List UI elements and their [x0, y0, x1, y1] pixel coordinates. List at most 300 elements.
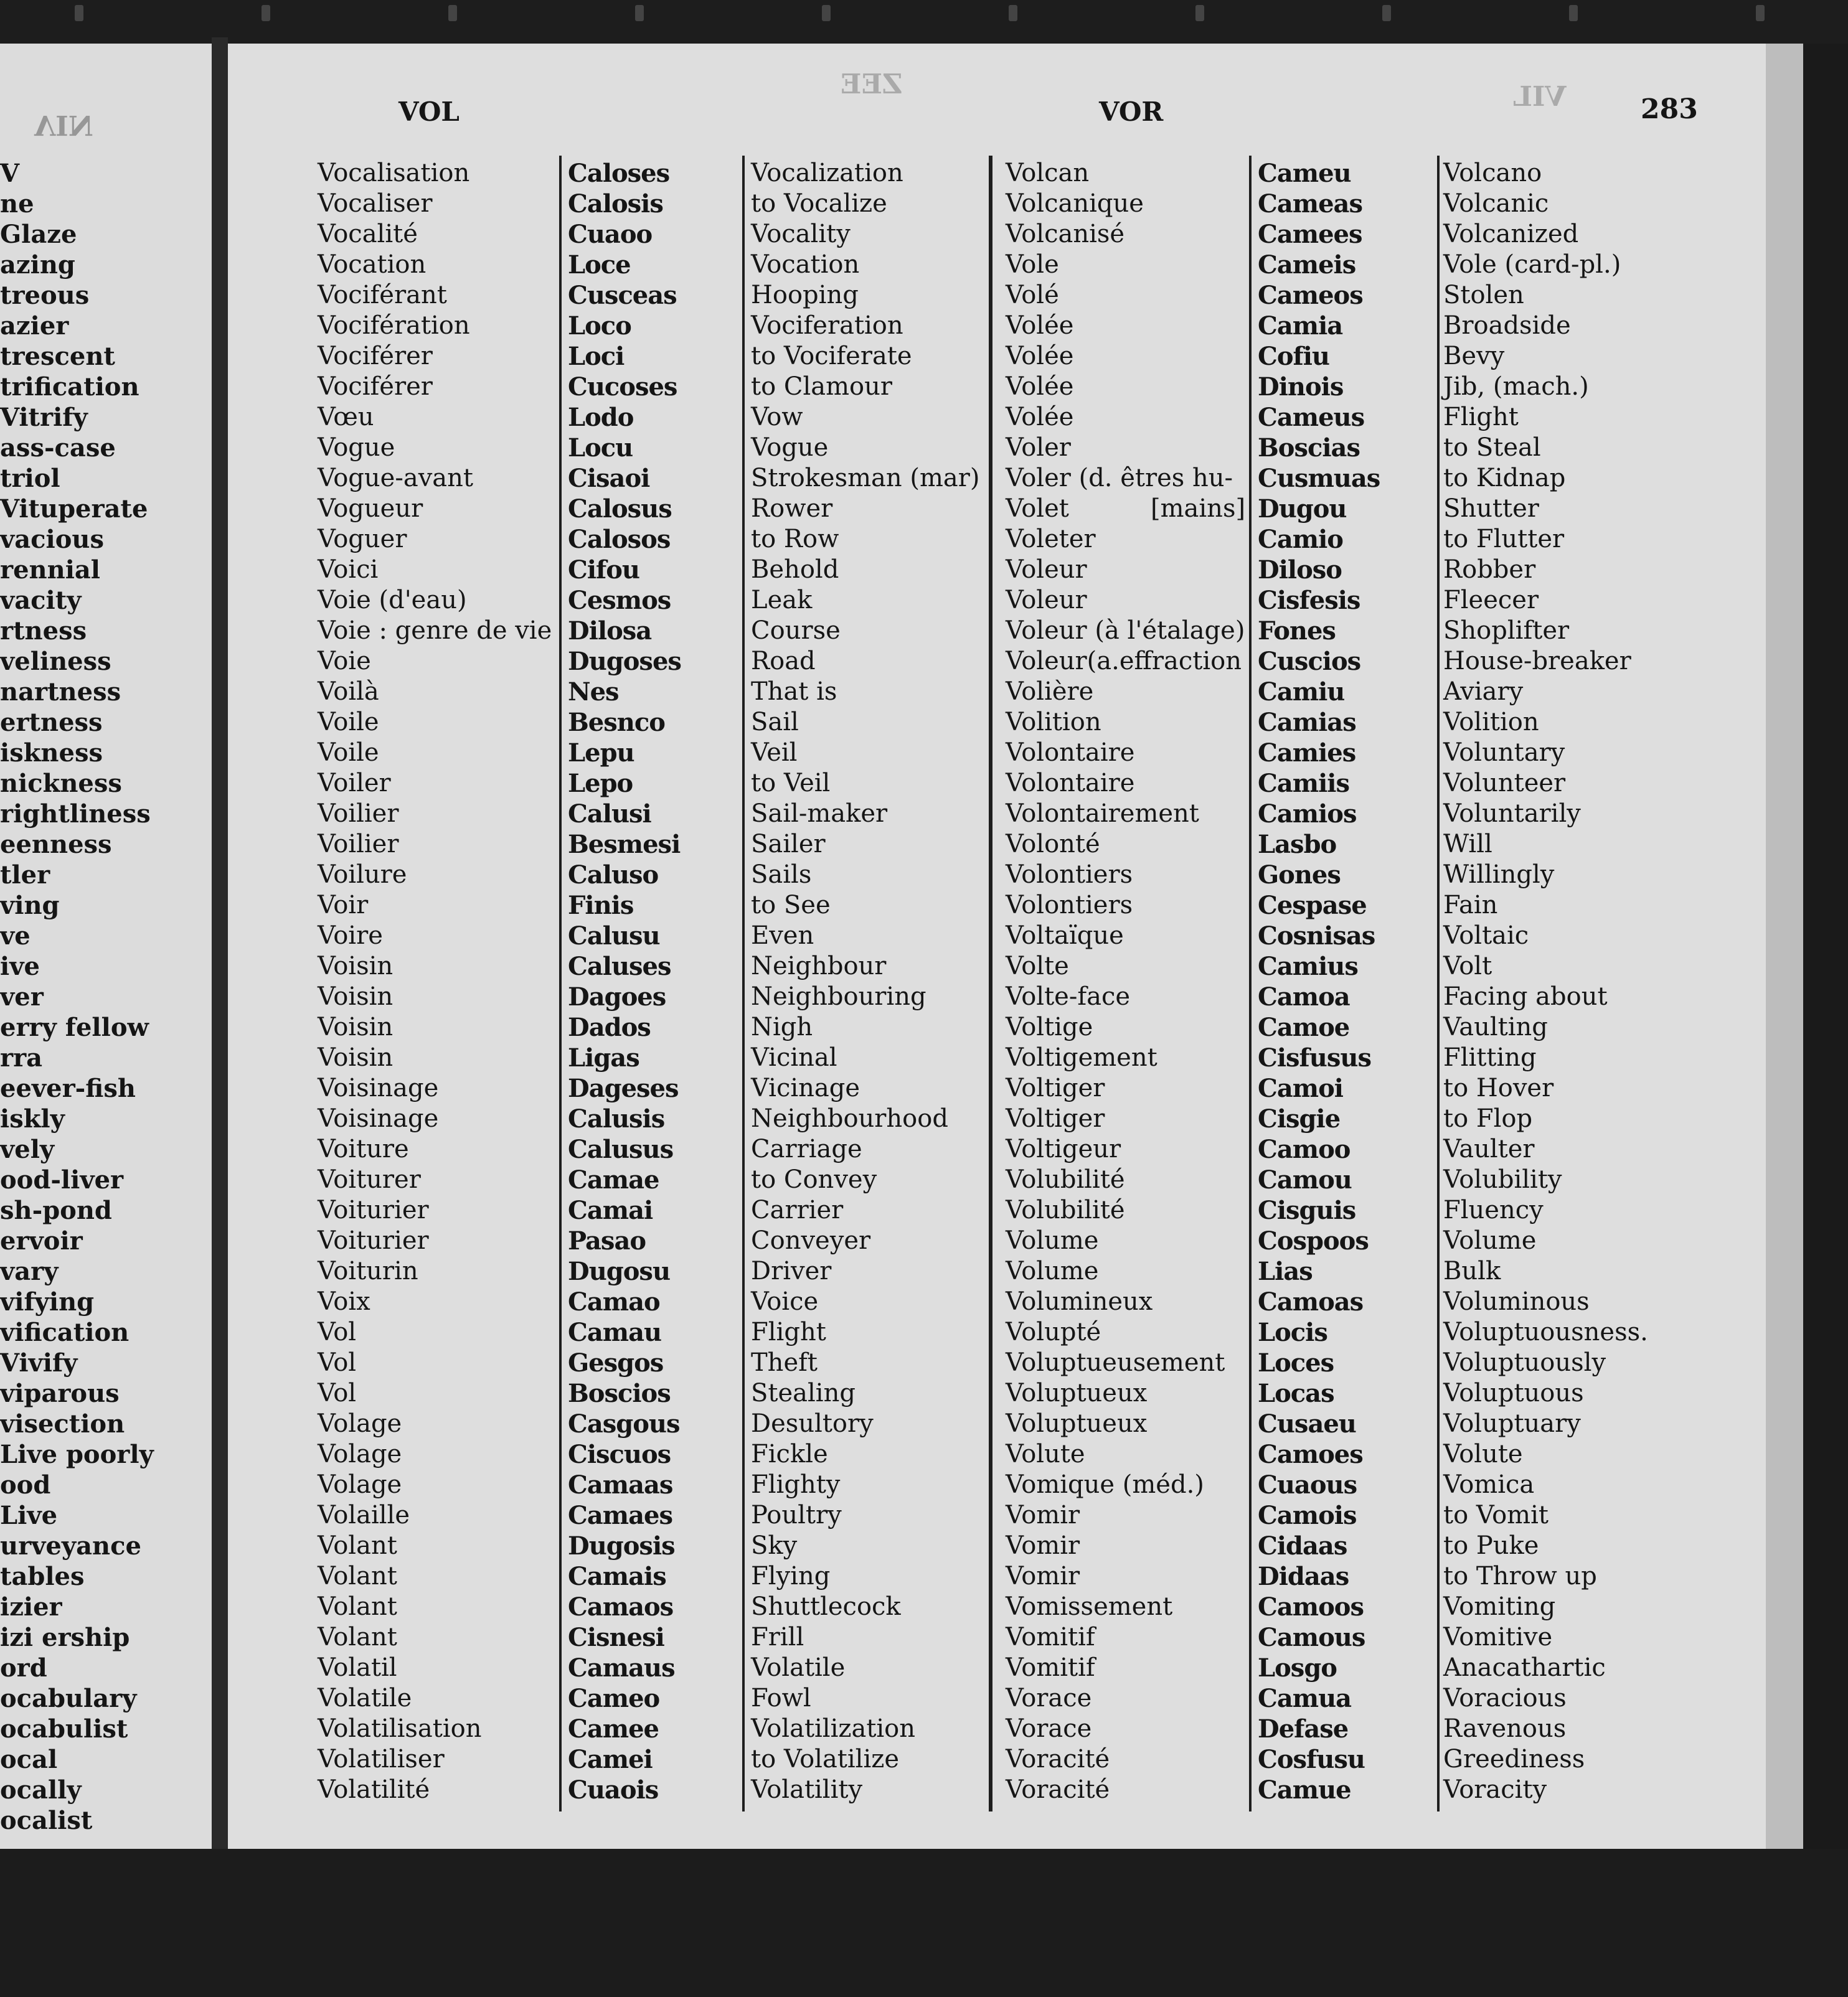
- telegraph-code: Camoas: [1258, 1287, 1364, 1317]
- telegraph-code: Camiis: [1258, 769, 1349, 798]
- french-headword: Voile: [318, 708, 379, 736]
- french-headword: Vole: [1006, 250, 1059, 279]
- french-headword: Voltigement: [1006, 1043, 1157, 1072]
- english-equivalent: Vicinal: [751, 1043, 837, 1072]
- french-headword: Voisin: [318, 1013, 394, 1041]
- left-fragment-entry: sh-pond: [0, 1196, 112, 1225]
- english-equivalent: Veil: [751, 738, 798, 767]
- telegraph-code: Finis: [568, 891, 634, 920]
- french-headword: Vocalité: [318, 220, 418, 248]
- left-fragment-entry: izi ership: [0, 1623, 130, 1652]
- telegraph-code: Camois: [1258, 1501, 1357, 1530]
- french-headword: Voleur (à l'étalage): [1006, 616, 1245, 645]
- french-headword: Vociférer: [318, 372, 433, 401]
- telegraph-code: Cidaas: [1258, 1531, 1347, 1561]
- french-headword: Vol: [318, 1348, 357, 1377]
- telegraph-code: Camous: [1258, 1623, 1365, 1652]
- left-fragment-entry: ve: [0, 921, 31, 951]
- french-headword: Volant: [318, 1592, 397, 1621]
- french-headword: Voiturier: [318, 1196, 429, 1224]
- english-equivalent: Fickle: [751, 1440, 828, 1468]
- french-headword: Volubilité: [1006, 1165, 1125, 1194]
- english-equivalent: Volcanic: [1443, 189, 1549, 218]
- english-equivalent: Voracity: [1443, 1775, 1547, 1804]
- telegraph-code: Cucoses: [568, 372, 677, 402]
- french-headword: Voltiger: [1006, 1104, 1105, 1133]
- telegraph-code: Cisguis: [1258, 1196, 1356, 1225]
- french-headword: Volant: [318, 1562, 397, 1591]
- telegraph-code: Cameus: [1258, 403, 1365, 432]
- telegraph-code: Loce: [568, 250, 631, 280]
- telegraph-code: Cuaoo: [568, 220, 653, 249]
- french-headword: Voltiger: [1006, 1074, 1105, 1102]
- telegraph-code: Camoos: [1258, 1592, 1364, 1622]
- english-equivalent: Neighbourhood: [751, 1104, 948, 1133]
- french-headword: Volubilité: [1006, 1196, 1125, 1224]
- telegraph-code: Camue: [1258, 1775, 1351, 1805]
- english-equivalent: Flighty: [751, 1470, 841, 1499]
- english-equivalent: to Puke: [1443, 1531, 1539, 1560]
- telegraph-code: Calosus: [568, 494, 672, 524]
- telegraph-code: Cesmos: [568, 586, 671, 615]
- french-headword: Vorace: [1006, 1684, 1092, 1713]
- french-headword: Voguer: [318, 525, 407, 553]
- left-fragment-entry: vification: [0, 1318, 130, 1347]
- french-headword: Volage: [318, 1470, 402, 1499]
- english-equivalent: to Vociferate: [751, 342, 912, 370]
- column-double-rule: [989, 156, 992, 1811]
- french-headword: Voleur: [1006, 555, 1087, 584]
- english-equivalent: Voluptuary: [1443, 1409, 1581, 1438]
- english-equivalent: Vocalization: [751, 159, 903, 187]
- telegraph-code: Camaas: [568, 1470, 673, 1500]
- english-equivalent: Voltaic: [1443, 921, 1529, 950]
- french-headword: Volontaire: [1006, 738, 1135, 767]
- english-equivalent: Strokesman (mar): [751, 464, 980, 492]
- center-running-header: VOR: [1099, 96, 1164, 127]
- telegraph-code: Losgo: [1258, 1653, 1337, 1683]
- french-headword: Voluptueux: [1006, 1379, 1148, 1407]
- telegraph-code: Calosis: [568, 189, 663, 218]
- english-equivalent: Vole (card-pl.): [1443, 250, 1621, 279]
- telegraph-code: Camaes: [568, 1501, 672, 1530]
- telegraph-code: Loci: [568, 342, 625, 371]
- left-fragment-entry: vely: [0, 1135, 55, 1164]
- french-headword: Volage: [318, 1440, 402, 1468]
- telegraph-code: Lasbo: [1258, 830, 1337, 859]
- french-headword: Volage: [318, 1409, 402, 1438]
- english-equivalent: Theft: [751, 1348, 818, 1377]
- right-page-edge: [1766, 44, 1803, 1849]
- left-fragment-entry: tler: [0, 860, 50, 890]
- french-headword: Voisinage: [318, 1074, 439, 1102]
- english-equivalent: Flight: [751, 1318, 826, 1346]
- left-fragment-entry: visection: [0, 1409, 125, 1439]
- telegraph-code: Cifou: [568, 555, 639, 585]
- english-equivalent: Voluminous: [1443, 1287, 1590, 1316]
- french-headword: Volaille: [318, 1501, 410, 1529]
- left-fragment-entry: azier: [0, 311, 69, 341]
- french-headword: Voie: [318, 647, 371, 675]
- english-equivalent: Sky: [751, 1531, 798, 1560]
- left-fragment-entry: rennial: [0, 555, 100, 585]
- french-headword: Voler (d. êtres hu-: [1006, 464, 1233, 492]
- english-equivalent: Shuttlecock: [751, 1592, 901, 1621]
- telegraph-code: Locas: [1258, 1379, 1334, 1408]
- telegraph-code: Dados: [568, 1013, 651, 1042]
- french-headword: Volatilisation: [318, 1714, 482, 1743]
- left-fragment-entry: ive: [0, 952, 40, 981]
- french-headword: Voiturier: [318, 1226, 429, 1255]
- left-fragment-entry: nickness: [0, 769, 122, 798]
- telegraph-code: Ligas: [568, 1043, 639, 1073]
- english-equivalent: Volatilization: [751, 1714, 916, 1743]
- english-equivalent: Fowl: [751, 1684, 811, 1713]
- telegraph-code: Camou: [1258, 1165, 1352, 1195]
- english-equivalent: Carrier: [751, 1196, 844, 1224]
- film-sprockets: [0, 5, 1848, 24]
- french-headword: Volant: [318, 1531, 397, 1560]
- left-fragment-entry: vacity: [0, 586, 82, 615]
- french-headword: Vociférer: [318, 342, 433, 370]
- telegraph-code: Dagoes: [568, 982, 666, 1012]
- left-fragment-entry: Vivify: [0, 1348, 78, 1378]
- french-headword: Voici: [318, 555, 379, 584]
- french-headword: Voilier: [318, 799, 399, 828]
- english-column-1: [751, 158, 979, 1805]
- english-equivalent: Sail-maker: [751, 799, 888, 828]
- telegraph-code: Camio: [1258, 525, 1343, 554]
- english-equivalent: Shoplifter: [1443, 616, 1570, 645]
- telegraph-code: Cusceas: [568, 281, 677, 310]
- english-equivalent: Shutter: [1443, 494, 1539, 523]
- left-fragment-entry: Live poorly: [0, 1440, 154, 1469]
- english-equivalent: Volunteer: [1443, 769, 1566, 797]
- page-number: 283: [1641, 93, 1698, 125]
- left-fragment-entry: ord: [0, 1653, 47, 1683]
- telegraph-code: Camaus: [568, 1653, 675, 1683]
- french-headword: Volumineux: [1006, 1287, 1153, 1316]
- english-equivalent: Sail: [751, 708, 799, 736]
- french-headword: Voilure: [318, 860, 407, 889]
- french-headword: Vœu: [318, 403, 374, 431]
- english-equivalent: Frill: [751, 1623, 804, 1652]
- english-equivalent: Voice: [751, 1287, 819, 1316]
- french-column-1: [318, 158, 552, 1805]
- left-fragment-entry: ocabulist: [0, 1714, 128, 1744]
- telegraph-code: Lepo: [568, 769, 633, 798]
- french-headword: Vol: [318, 1379, 357, 1407]
- french-headword: Vocaliser: [318, 189, 433, 218]
- french-headword: Volute: [1006, 1440, 1085, 1468]
- english-equivalent: Rower: [751, 494, 833, 523]
- telegraph-code: Cisgie: [1258, 1104, 1341, 1134]
- telegraph-code: Dageses: [568, 1074, 679, 1103]
- english-equivalent: Stealing: [751, 1379, 856, 1407]
- french-headword: Voisin: [318, 1043, 394, 1072]
- english-equivalent: That is: [751, 677, 837, 706]
- english-equivalent: Voluntary: [1443, 738, 1565, 767]
- english-equivalent: Volatile: [751, 1653, 846, 1682]
- english-equivalent: Conveyer: [751, 1226, 871, 1255]
- telegraph-code: Boscios: [568, 1379, 671, 1408]
- left-fragment-entry: nartness: [0, 677, 121, 707]
- left-fragment-entry: ver: [0, 982, 44, 1012]
- telegraph-code: Calusus: [568, 1135, 674, 1164]
- telegraph-code: Dinois: [1258, 372, 1344, 402]
- left-fragment-entry: urveyance: [0, 1531, 141, 1561]
- english-equivalent: Greediness: [1443, 1745, 1585, 1774]
- telegraph-code: Camao: [568, 1287, 660, 1317]
- french-headword: Vorace: [1006, 1714, 1092, 1743]
- left-fragment-entry: ving: [0, 891, 60, 920]
- telegraph-code: Camoes: [1258, 1440, 1363, 1469]
- french-headword: Voie : genre de vie: [318, 616, 552, 645]
- english-equivalent: to Clamour: [751, 372, 893, 401]
- telegraph-code: Camais: [568, 1562, 666, 1591]
- english-equivalent: to Kidnap: [1443, 464, 1566, 492]
- telegraph-code: Cosnisas: [1258, 921, 1375, 951]
- telegraph-code: Cuaous: [1258, 1470, 1357, 1500]
- telegraph-code: Camae: [568, 1165, 659, 1195]
- french-headword: Voile: [318, 738, 379, 767]
- english-equivalent: Volition: [1443, 708, 1539, 736]
- telegraph-code: Locis: [1258, 1318, 1327, 1347]
- left-page-fragment-list: [0, 158, 212, 1836]
- english-equivalent: Road: [751, 647, 816, 675]
- english-equivalent: Will: [1443, 830, 1492, 858]
- french-headword: Vomissement: [1006, 1592, 1173, 1621]
- telegraph-code: Fones: [1258, 616, 1336, 646]
- telegraph-code: Calusu: [568, 921, 660, 951]
- french-headword: Volition: [1006, 708, 1101, 736]
- english-equivalent: Broadside: [1443, 311, 1571, 340]
- left-fragment-entry: ocally: [0, 1775, 82, 1805]
- telegraph-code: Defase: [1258, 1714, 1349, 1744]
- french-headword: Vol: [318, 1318, 357, 1346]
- french-headword: Voltige: [1006, 1013, 1093, 1041]
- french-headword: Vomir: [1006, 1501, 1080, 1529]
- telegraph-code: Casgous: [568, 1409, 680, 1439]
- english-equivalent: to Veil: [751, 769, 831, 797]
- ghost-left-header: VIN: [34, 109, 93, 141]
- left-fragment-entry: treous: [0, 281, 90, 310]
- english-equivalent: Vomitive: [1443, 1623, 1553, 1652]
- telegraph-code: Locu: [568, 433, 633, 463]
- film-top-edge: [0, 0, 1848, 44]
- telegraph-code: Camoa: [1258, 982, 1350, 1012]
- french-headword: Volontiers: [1006, 891, 1133, 919]
- left-fragment-entry: ocabulary: [0, 1684, 137, 1713]
- french-headword: Voracité: [1006, 1745, 1110, 1774]
- english-equivalent: Flitting: [1443, 1043, 1537, 1072]
- french-headword: Voir: [318, 891, 369, 919]
- column-rule: [1249, 156, 1252, 1811]
- french-headword: Voiler: [318, 769, 391, 797]
- telegraph-code: Camau: [568, 1318, 662, 1347]
- french-headword: Voleur(a.effraction: [1006, 647, 1242, 675]
- english-equivalent: to Flutter: [1443, 525, 1565, 553]
- french-headword: Volontairement: [1006, 799, 1199, 828]
- left-fragment-entry: iskness: [0, 738, 103, 768]
- french-headword: Volontaire: [1006, 769, 1135, 797]
- english-equivalent: Fleecer: [1443, 586, 1539, 614]
- french-headword: Volcan: [1006, 159, 1090, 187]
- telegraph-code: Cisnesi: [568, 1623, 664, 1652]
- french-headword: Voilà: [318, 677, 379, 706]
- english-equivalent: Willingly: [1443, 860, 1555, 889]
- telegraph-code: Calusis: [568, 1104, 665, 1134]
- english-equivalent: Flight: [1443, 403, 1519, 431]
- french-headword: Volée: [1006, 342, 1074, 370]
- telegraph-code: Camaos: [568, 1592, 674, 1622]
- telegraph-code: Ciscuos: [568, 1440, 671, 1469]
- telegraph-code: Cisaoi: [568, 464, 650, 493]
- english-equivalent: Volume: [1443, 1226, 1537, 1255]
- mains-continuation: [mains]: [1151, 494, 1246, 523]
- french-headword: Volontiers: [1006, 860, 1133, 889]
- english-equivalent: Vaulter: [1443, 1135, 1535, 1163]
- english-column-2: [1443, 158, 1648, 1805]
- telegraph-code: Lodo: [568, 403, 634, 432]
- left-fragment-entry: Glaze: [0, 220, 77, 249]
- left-fragment-entry: trification: [0, 372, 139, 402]
- french-headword: Vocalisation: [318, 159, 470, 187]
- french-headword: Voracité: [1006, 1775, 1110, 1804]
- french-headword: Vomitif: [1006, 1623, 1095, 1652]
- telegraph-code: Camios: [1258, 799, 1357, 829]
- french-headword: Voiturin: [318, 1257, 418, 1285]
- english-equivalent: Flying: [751, 1562, 831, 1591]
- french-headword: Vomitif: [1006, 1653, 1095, 1682]
- left-fragment-entry: Vituperate: [0, 494, 148, 524]
- english-equivalent: Ravenous: [1443, 1714, 1567, 1743]
- french-headword: Voiturer: [318, 1165, 421, 1194]
- left-fragment-entry: tables: [0, 1562, 85, 1591]
- left-fragment-entry: ocalist: [0, 1806, 93, 1835]
- left-fragment-entry: azing: [0, 250, 75, 280]
- telegraph-code: Cosfusu: [1258, 1745, 1365, 1774]
- english-equivalent: Volubility: [1443, 1165, 1562, 1194]
- english-equivalent: Voluptuous: [1443, 1379, 1584, 1407]
- left-running-header: VOL: [398, 96, 460, 127]
- left-fragment-entry: vifying: [0, 1287, 95, 1317]
- french-headword: Voluptueux: [1006, 1409, 1148, 1438]
- english-equivalent: Vomiting: [1443, 1592, 1556, 1621]
- left-fragment-entry: ne: [0, 189, 34, 218]
- telegraph-code: Gones: [1258, 860, 1341, 890]
- telegraph-code: Camius: [1258, 952, 1358, 981]
- english-equivalent: Facing about: [1443, 982, 1608, 1011]
- column-rule: [742, 156, 745, 1811]
- english-equivalent: Vicinage: [751, 1074, 860, 1102]
- english-equivalent: Desultory: [751, 1409, 874, 1438]
- telegraph-code: Cameis: [1258, 250, 1356, 280]
- telegraph-code: Cameos: [1258, 281, 1363, 310]
- english-equivalent: Bevy: [1443, 342, 1505, 370]
- french-headword: Volcanisé: [1006, 220, 1125, 248]
- english-equivalent: Even: [751, 921, 814, 950]
- english-equivalent: to Throw up: [1443, 1562, 1597, 1591]
- left-fragment-entry: erry fellow: [0, 1013, 149, 1042]
- english-equivalent: Sails: [751, 860, 812, 889]
- telegraph-code: Camoi: [1258, 1074, 1343, 1103]
- english-equivalent: Poultry: [751, 1501, 842, 1529]
- english-equivalent: Vociferation: [751, 311, 903, 340]
- french-headword: Volée: [1006, 311, 1074, 340]
- english-equivalent: Driver: [751, 1257, 832, 1285]
- french-headword: Vocifération: [318, 311, 470, 340]
- telegraph-code: Cusaeu: [1258, 1409, 1356, 1439]
- left-fragment-entry: ervoir: [0, 1226, 83, 1256]
- telegraph-code: Dugoses: [568, 647, 681, 676]
- left-fragment-entry: ocal: [0, 1745, 58, 1774]
- telegraph-code: Camies: [1258, 738, 1356, 768]
- telegraph-code: Caloses: [568, 159, 670, 188]
- english-equivalent: to Convey: [751, 1165, 877, 1194]
- french-headword: Volière: [1006, 677, 1094, 706]
- english-equivalent: Vocation: [751, 250, 860, 279]
- telegraph-code: Nes: [568, 677, 619, 707]
- english-equivalent: Volcano: [1443, 159, 1542, 187]
- french-headword: Voltaïque: [1006, 921, 1124, 950]
- ghost-center-header: ZEE: [841, 68, 903, 100]
- telegraph-code: Cameo: [568, 1684, 660, 1713]
- telegraph-code: Cuscios: [1258, 647, 1361, 676]
- english-equivalent: Leak: [751, 586, 813, 614]
- french-headword: Voleur: [1006, 586, 1087, 614]
- french-headword: Volonté: [1006, 830, 1100, 858]
- english-equivalent: to Steal: [1443, 433, 1541, 462]
- telegraph-code: Cospoos: [1258, 1226, 1369, 1256]
- left-fragment-entry: veliness: [0, 647, 111, 676]
- english-equivalent: Vaulting: [1443, 1013, 1548, 1041]
- french-headword: Voire: [318, 921, 383, 950]
- telegraph-code: Lias: [1258, 1257, 1313, 1286]
- telegraph-code: Dugou: [1258, 494, 1347, 524]
- telegraph-code: Besnco: [568, 708, 665, 737]
- telegraph-code: Camai: [568, 1196, 653, 1225]
- telegraph-code: Cofiu: [1258, 342, 1329, 371]
- left-fragment-entry: rightliness: [0, 799, 151, 829]
- english-equivalent: Anacathartic: [1443, 1653, 1606, 1682]
- english-equivalent: Volcanized: [1443, 220, 1579, 248]
- left-fragment-entry: ass-case: [0, 433, 116, 463]
- telegraph-code: Cusmuas: [1258, 464, 1380, 493]
- telegraph-code: Cuaois: [568, 1775, 659, 1805]
- english-equivalent: to Hover: [1443, 1074, 1554, 1102]
- french-headword: Volée: [1006, 403, 1074, 431]
- left-fragment-entry: rtness: [0, 616, 87, 646]
- telegraph-code: Diloso: [1258, 555, 1342, 585]
- english-equivalent: Vow: [751, 403, 803, 431]
- english-equivalent: Jib, (mach.): [1443, 372, 1589, 401]
- english-equivalent: Course: [751, 616, 841, 645]
- telegraph-code: Camoo: [1258, 1135, 1351, 1164]
- left-fragment-entry: eever-fish: [0, 1074, 136, 1103]
- film-bottom-edge: [0, 1849, 1848, 1997]
- telegraph-code: Camiu: [1258, 677, 1345, 707]
- english-equivalent: Fain: [1443, 891, 1498, 919]
- english-equivalent: Voluptuousness.: [1443, 1318, 1648, 1346]
- telegraph-code: Boscias: [1258, 433, 1360, 463]
- english-equivalent: Vocality: [751, 220, 851, 248]
- telegraph-code: Pasao: [568, 1226, 646, 1256]
- left-fragment-entry: V: [0, 159, 20, 188]
- telegraph-code: Caluso: [568, 860, 659, 890]
- english-equivalent: Fluency: [1443, 1196, 1544, 1224]
- french-headword: Voler: [1006, 433, 1071, 462]
